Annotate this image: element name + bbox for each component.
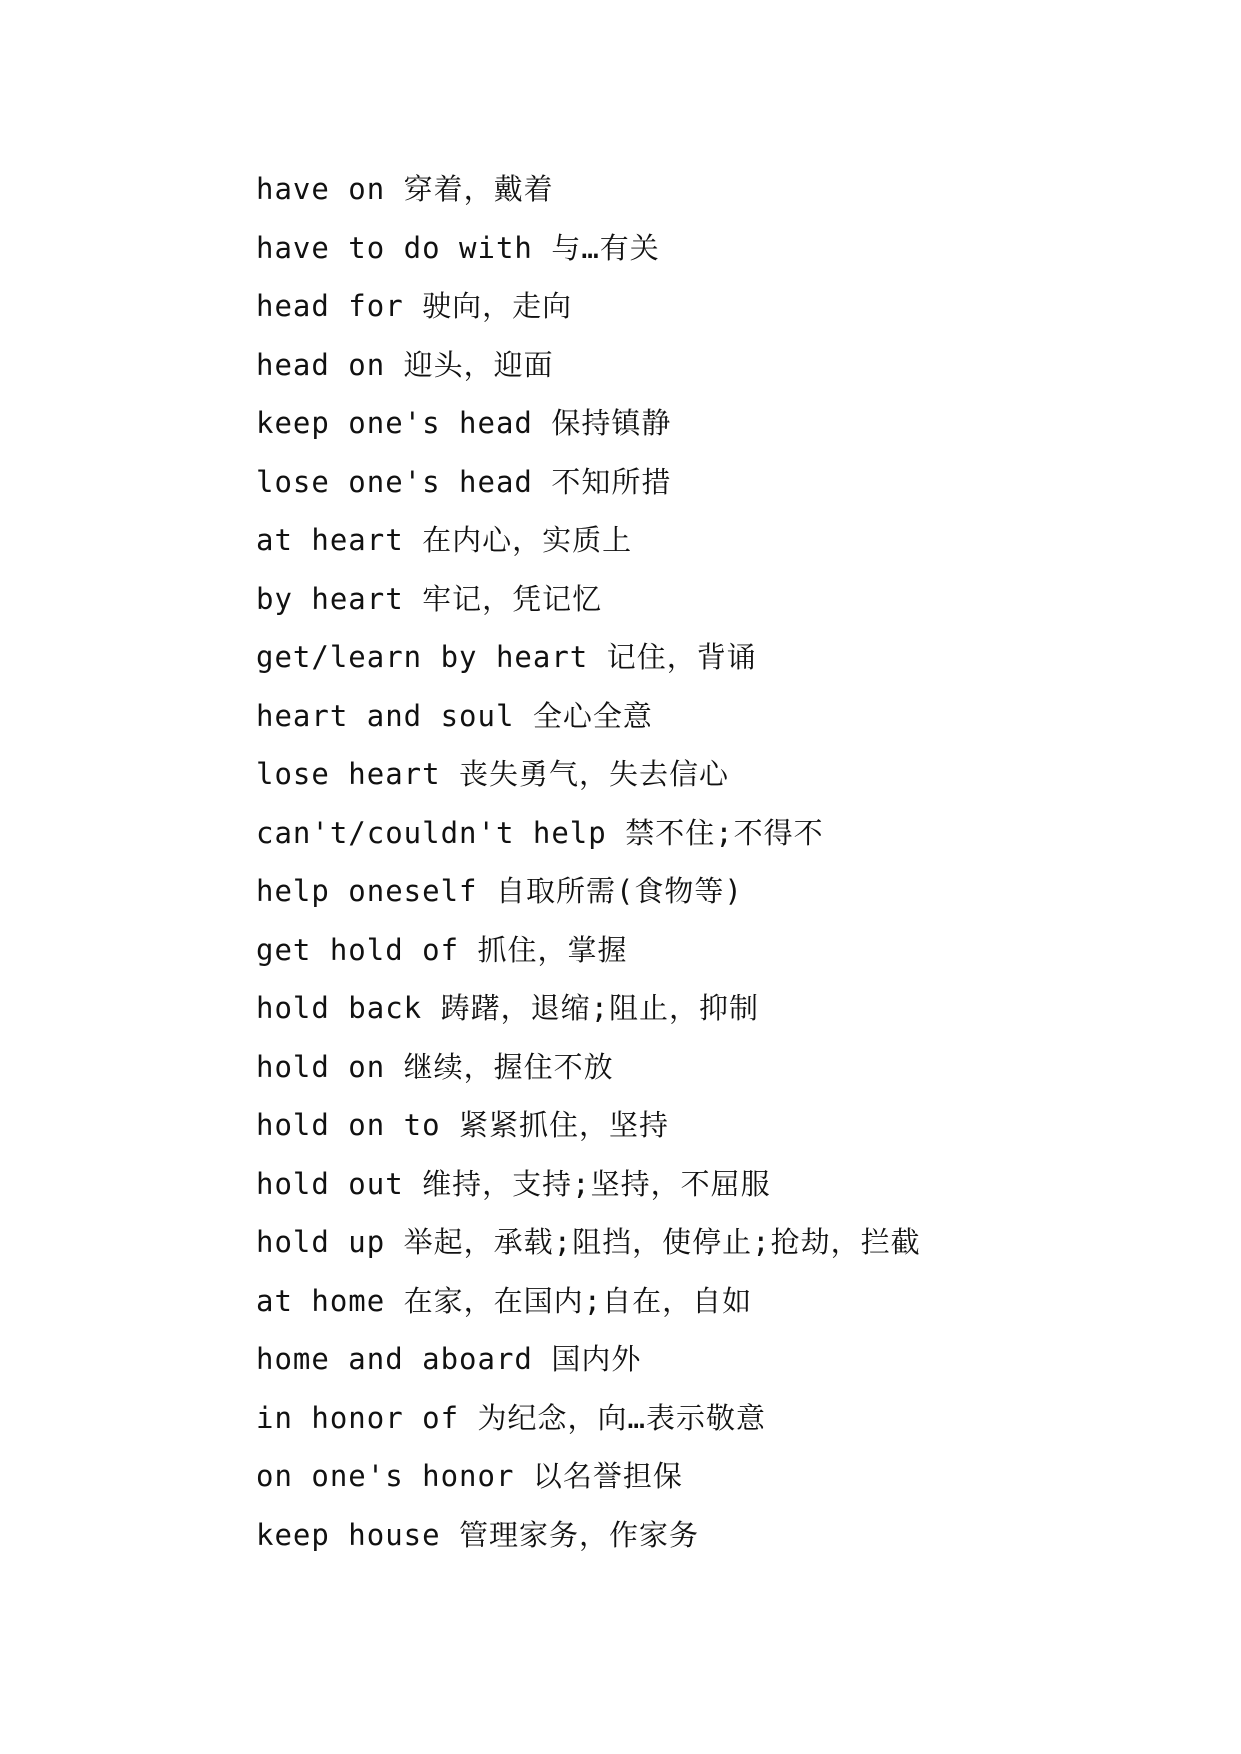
phrase-line: heart and soul 全心全意 (256, 698, 653, 733)
phrase-line: keep one's head 保持镇静 (256, 406, 672, 440)
phrase-line: hold out 维持，支持;坚持，不屈服 (256, 1166, 771, 1201)
phrase-line: can't/couldn't help 禁不住;不得不 (256, 815, 824, 850)
phrase-line: get/learn by heart 记住，背诵 (256, 640, 757, 674)
phrase-line: hold on to 紧紧抓住，坚持 (256, 1108, 670, 1142)
phrase-line: keep house 管理家务，作家务 (256, 1517, 700, 1552)
phrase-line: head for 驶向，走向 (256, 289, 573, 323)
phrase-list (256, 160, 921, 1564)
phrase-line: lose heart 丧失勇气，失去信心 (256, 757, 730, 791)
phrase-line: at heart 在内心，实质上 (256, 523, 633, 557)
phrase-line: by heart 牢记，凭记忆 (256, 581, 603, 616)
phrase-line: hold up 举起，承载;阻挡，使停止;抢劫，拦截 (256, 1225, 921, 1259)
phrase-line: head on 迎头，迎面 (256, 347, 554, 382)
phrase-line: in honor of 为纪念，向…表示敬意 (256, 1400, 766, 1435)
phrase-line: lose one's head 不知所措 (256, 464, 672, 499)
phrase-line: help oneself 自取所需(食物等) (256, 874, 743, 908)
phrase-line: have to do with 与…有关 (256, 230, 660, 265)
phrase-line: have on 穿着，戴着 (256, 172, 554, 206)
phrase-line: on one's honor 以名誉担保 (256, 1459, 683, 1493)
phrase-line: at home 在家，在国内;自在，自如 (256, 1283, 753, 1318)
phrase-line: hold back 踌躇，退缩;阻止，抑制 (256, 991, 760, 1025)
phrase-line: hold on 继续，握住不放 (256, 1049, 614, 1084)
phrase-line: get hold of 抓住，掌握 (256, 932, 628, 967)
phrase-line: home and aboard 国内外 (256, 1342, 642, 1376)
